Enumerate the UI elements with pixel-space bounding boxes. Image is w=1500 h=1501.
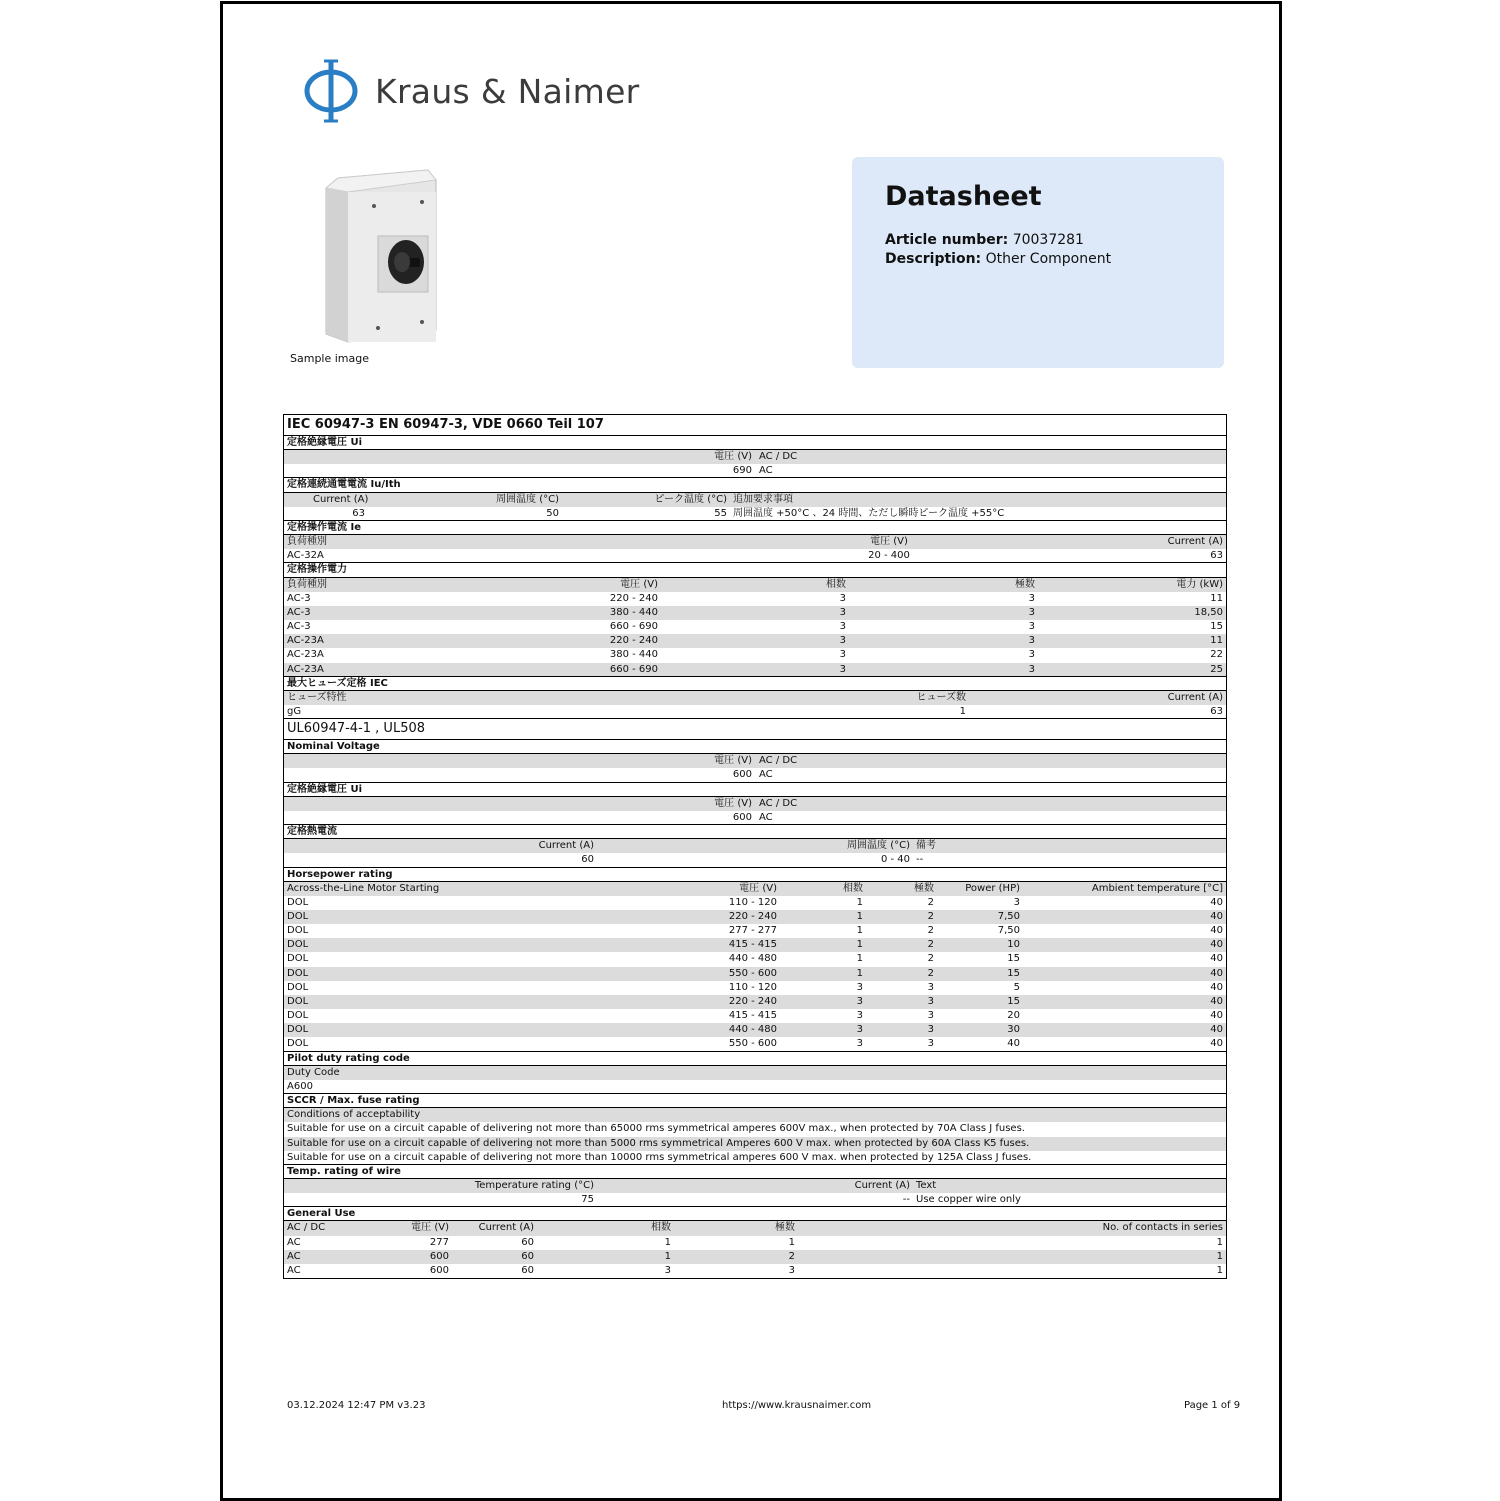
table-cell: 380 - 440 — [609, 606, 658, 618]
table-cell: Current (A) — [854, 1179, 910, 1191]
table-cell: DOL — [287, 896, 309, 908]
table-cell: 40 — [1210, 981, 1223, 993]
ul-general-rows — [284, 1236, 1226, 1278]
table-cell: 3 — [1013, 896, 1020, 908]
table-cell: 277 — [429, 1236, 449, 1248]
table-row — [284, 1250, 1226, 1264]
table-cell: 2 — [927, 911, 934, 922]
table-cell: Duty Code — [287, 1066, 340, 1078]
table-cell: DOL — [287, 925, 309, 937]
table-row — [284, 634, 1226, 648]
table-cell: DOL — [287, 981, 309, 993]
table-cell: 2 — [927, 939, 934, 951]
table-cell: 75 — [581, 1194, 594, 1206]
datasheet-title: Datasheet — [885, 181, 1042, 212]
table-cell: 3 — [839, 621, 846, 633]
table-cell: 1 — [788, 1236, 795, 1248]
table-cell: 2 — [788, 1250, 795, 1262]
table-cell: Suitable for use on a circuit capable of delivering not more than 65000 rms symmetrical amperes 600V max., when protected by 70A Class J fuses. — [287, 1123, 1025, 1135]
table-cell: 備考 — [916, 840, 936, 852]
table-cell: 2 — [927, 925, 934, 937]
table-row — [284, 535, 1226, 549]
table-cell: AC / DC — [759, 797, 798, 809]
table-row — [284, 1023, 1226, 1037]
section-title: Pilot duty rating code — [284, 1052, 1226, 1066]
table-cell: 11 — [1210, 635, 1223, 647]
table-cell: DOL — [287, 1024, 309, 1036]
table-row — [284, 754, 1226, 768]
table-row — [284, 1108, 1226, 1122]
table-cell: 380 - 440 — [609, 649, 658, 661]
table-cell: AC — [759, 811, 773, 823]
table-cell: 3 — [839, 592, 846, 604]
table-row — [284, 924, 1226, 938]
table-cell: 7,50 — [997, 911, 1020, 922]
table-cell: 1 — [1216, 1236, 1223, 1248]
table-row — [284, 1236, 1226, 1250]
table-cell: 15 — [1007, 995, 1020, 1007]
table-row — [284, 1151, 1226, 1165]
table-cell: 電圧 (V) — [739, 882, 777, 894]
table-row — [284, 493, 1226, 507]
table-cell: AC / DC — [759, 755, 798, 767]
table-cell: 60 — [521, 1236, 534, 1248]
table-cell: Suitable for use on a circuit capable of delivering not more than 10000 rms symmetrical amperes 600 V max. when protected by 125A Class J fuses. — [287, 1151, 1032, 1163]
table-row — [284, 606, 1226, 620]
table-cell: Power (HP) — [965, 882, 1020, 894]
table-row — [284, 981, 1226, 995]
table-cell: 25 — [1210, 663, 1223, 675]
table-cell: 40 — [1210, 939, 1223, 951]
table-cell: 1 — [1216, 1264, 1223, 1276]
table-row — [284, 882, 1226, 896]
table-cell: 1 — [664, 1236, 671, 1248]
table-cell: 3 — [927, 981, 934, 993]
table-cell: 1 — [856, 939, 863, 951]
table-cell: 3 — [856, 1010, 863, 1022]
table-row — [284, 995, 1226, 1009]
table-cell: AC-3 — [287, 606, 311, 618]
table-cell: 極数 — [914, 882, 934, 894]
table-cell: 電圧 (V) — [714, 797, 752, 809]
table-cell: AC — [759, 769, 773, 781]
table-row — [284, 1264, 1226, 1278]
table-cell: Text — [916, 1179, 937, 1191]
table-cell: AC-3 — [287, 621, 311, 633]
table-cell: 690 — [732, 465, 752, 477]
table-cell: -- — [916, 854, 924, 866]
table-cell: Current (A) — [478, 1222, 534, 1234]
table-cell: DOL — [287, 995, 309, 1007]
table-cell: DOL — [287, 1010, 309, 1022]
section-title: General Use — [284, 1207, 1226, 1221]
table-row — [284, 938, 1226, 952]
table-cell: 22 — [1210, 649, 1223, 661]
table-cell: 3 — [1028, 621, 1035, 633]
table-row — [284, 663, 1226, 677]
table-cell: 周囲温度 (°C) — [847, 840, 910, 852]
table-cell: 3 — [927, 1024, 934, 1036]
section-title: SCCR / Max. fuse rating — [284, 1094, 1226, 1108]
table-cell: 0 - 40 — [880, 854, 910, 866]
table-cell: Use copper wire only — [916, 1194, 1021, 1206]
table-cell: 660 - 690 — [609, 621, 658, 633]
table-cell: 2 — [927, 896, 934, 908]
table-cell: DOL — [287, 1038, 309, 1050]
table-cell: 60 — [581, 854, 594, 866]
article-number: Article number: 70037281 — [885, 232, 1084, 248]
table-cell: 相数 — [826, 578, 846, 590]
section-title: 定格熱電流 — [284, 825, 1226, 839]
table-row — [284, 620, 1226, 634]
table-row — [284, 1080, 1226, 1094]
table-row — [284, 450, 1226, 464]
iec-power-rows — [284, 592, 1226, 677]
table-cell: AC-23A — [287, 663, 324, 675]
table-cell: 220 - 240 — [609, 592, 658, 604]
table-cell: Conditions of acceptability — [287, 1109, 421, 1121]
table-cell: 50 — [546, 507, 559, 519]
table-cell: 7,50 — [997, 925, 1020, 937]
table-cell: 30 — [1007, 1024, 1020, 1036]
table-cell: 20 - 400 — [868, 550, 910, 562]
table-cell: 1 — [856, 896, 863, 908]
table-cell: 電圧 (V) — [411, 1222, 449, 1234]
table-row — [284, 1009, 1226, 1023]
table-row — [284, 507, 1226, 521]
table-row — [284, 705, 1226, 719]
table-row — [284, 896, 1226, 910]
table-row — [284, 578, 1226, 592]
table-cell: 3 — [839, 635, 846, 647]
table-row — [284, 592, 1226, 606]
table-cell: 電圧 (V) — [714, 755, 752, 767]
table-cell: 1 — [959, 705, 966, 717]
table-cell: 3 — [927, 1010, 934, 1022]
table-cell: 415 - 415 — [728, 1010, 777, 1022]
section-title: Temp. rating of wire — [284, 1165, 1226, 1179]
footer-page-number: Page 1 of 9 — [1184, 1400, 1241, 1411]
image-caption: Sample image — [290, 352, 370, 365]
table-cell: 電圧 (V) — [714, 451, 752, 463]
table-cell: 660 - 690 — [609, 663, 658, 675]
table-cell: 40 — [1210, 953, 1223, 965]
table-cell: 3 — [927, 1038, 934, 1050]
table-row — [284, 910, 1226, 924]
table-cell: 追加要求事項 — [733, 493, 793, 505]
table-cell: 220 - 240 — [609, 635, 658, 647]
table-row — [284, 1137, 1226, 1151]
table-row — [284, 1179, 1226, 1193]
table-row — [284, 811, 1226, 825]
table-cell: Current (A) — [1167, 691, 1223, 703]
table-cell: 40 — [1210, 995, 1223, 1007]
section-title: Horsepower rating — [284, 868, 1226, 882]
table-cell: AC-23A — [287, 649, 324, 661]
table-row — [284, 464, 1226, 478]
footer-website-link[interactable]: https://www.krausnaimer.com — [722, 1400, 872, 1411]
section-title: 定格絶縁電圧 Ui — [284, 783, 1226, 797]
table-cell: 10 — [1007, 939, 1020, 951]
footer-timestamp: 03.12.2024 12:47 PM v3.23 — [287, 1400, 426, 1411]
ul-hp-rows — [284, 896, 1226, 1052]
table-cell: 220 - 240 — [728, 995, 777, 1007]
table-row — [284, 1066, 1226, 1080]
table-cell: Suitable for use on a circuit capable of delivering not more than 5000 rms symmetrical Amperes 600 V max. when protected by 60A Class K5 fuses. — [287, 1137, 1030, 1149]
section-title: 定格絶縁電圧 Ui — [284, 436, 1226, 450]
table-cell: 55 — [714, 507, 727, 519]
table-cell: 415 - 415 — [728, 939, 777, 951]
table-cell: 600 — [429, 1250, 449, 1262]
table-cell: 3 — [856, 995, 863, 1007]
table-cell: 3 — [1028, 663, 1035, 675]
table-cell: AC — [759, 465, 773, 477]
table-cell: 3 — [1028, 649, 1035, 661]
table-cell: Across-the-Line Motor Starting — [287, 882, 440, 894]
table-cell: 3 — [788, 1264, 795, 1276]
table-cell: AC / DC — [287, 1222, 326, 1234]
section-title: 定格操作電力 — [284, 563, 1226, 577]
table-cell: 電圧 (V) — [620, 578, 658, 590]
description: Description: Other Component — [885, 251, 1112, 267]
iec-standard-title: IEC 60947-3 EN 60947-3, VDE 0660 Teil 107 — [284, 415, 1226, 436]
table-cell: DOL — [287, 967, 309, 979]
table-cell: DOL — [287, 953, 309, 965]
table-cell: 15 — [1007, 953, 1020, 965]
table-cell: Current (A) — [538, 840, 594, 852]
table-cell: 600 — [732, 769, 752, 781]
table-cell: 1 — [856, 925, 863, 937]
table-cell: 極数 — [775, 1222, 795, 1234]
table-row — [284, 952, 1226, 966]
table-cell: 3 — [1028, 635, 1035, 647]
table-cell: 600 — [429, 1264, 449, 1276]
table-cell: 3 — [856, 981, 863, 993]
table-cell: AC-3 — [287, 592, 311, 604]
table-cell: 60 — [521, 1250, 534, 1262]
table-cell: 3 — [927, 995, 934, 1007]
table-cell: 3 — [664, 1264, 671, 1276]
table-cell: AC / DC — [759, 451, 798, 463]
table-cell: 110 - 120 — [728, 981, 777, 993]
table-cell: AC — [287, 1236, 301, 1248]
table-row — [284, 1193, 1226, 1207]
table-cell: 15 — [1210, 621, 1223, 633]
table-cell: ピーク温度 (°C) — [654, 493, 727, 505]
table-cell: 40 — [1210, 896, 1223, 908]
table-cell: 40 — [1210, 911, 1223, 922]
table-row — [284, 967, 1226, 981]
table-row — [284, 1037, 1226, 1051]
table-cell: Current (A) — [1167, 536, 1223, 548]
table-cell: 11 — [1210, 592, 1223, 604]
table-cell: 277 - 277 — [728, 925, 777, 937]
table-cell: 周囲温度 +50°C 、24 時間、ただし瞬時ピーク温度 +55°C — [733, 507, 1005, 519]
section-title: 定格連続通電電流 Iu/Ith — [284, 478, 1226, 492]
table-cell: AC — [287, 1264, 301, 1276]
table-cell: AC-32A — [287, 550, 324, 562]
table-cell: DOL — [287, 939, 309, 951]
table-cell: 3 — [839, 649, 846, 661]
table-cell: 3 — [1028, 592, 1035, 604]
table-cell: 2 — [927, 967, 934, 979]
table-cell: 1 — [856, 967, 863, 979]
table-cell: A600 — [287, 1080, 313, 1092]
table-cell: 18,50 — [1194, 606, 1223, 618]
table-cell: 極数 — [1015, 578, 1035, 590]
table-cell: 相数 — [843, 882, 863, 894]
table-row — [284, 797, 1226, 811]
brand-name: Kraus & Naimer — [375, 72, 640, 111]
table-cell: 3 — [856, 1024, 863, 1036]
table-row — [284, 691, 1226, 705]
table-cell: gG — [287, 705, 302, 717]
table-row — [284, 768, 1226, 782]
table-cell: ヒューズ特性 — [287, 691, 347, 703]
table-cell: AC-23A — [287, 635, 324, 647]
table-row — [284, 1122, 1226, 1136]
table-cell: Temperature rating (°C) — [474, 1179, 594, 1191]
table-cell: 15 — [1007, 967, 1020, 979]
table-cell: 440 - 480 — [728, 1024, 777, 1036]
table-cell: 60 — [521, 1264, 534, 1276]
table-cell: ヒューズ数 — [916, 691, 966, 703]
table-cell: 周囲温度 (°C) — [496, 493, 559, 505]
table-cell: 40 — [1210, 925, 1223, 937]
table-cell: 2 — [927, 953, 934, 965]
table-cell: 負荷種別 — [287, 578, 327, 590]
table-cell: 440 - 480 — [728, 953, 777, 965]
table-cell: AC — [287, 1250, 301, 1262]
section-title: Nominal Voltage — [284, 740, 1226, 754]
table-cell: 3 — [839, 663, 846, 675]
table-cell: 電圧 (V) — [870, 536, 908, 548]
table-row — [284, 839, 1226, 853]
table-cell: 40 — [1210, 1024, 1223, 1036]
product-image — [318, 158, 446, 350]
table-cell: Current (A) — [313, 493, 369, 505]
table-cell: 電力 (kW) — [1176, 578, 1223, 590]
table-cell: 600 — [732, 811, 752, 823]
table-cell: 5 — [1013, 981, 1020, 993]
table-cell: 63 — [352, 507, 365, 519]
section-title: 定格操作電流 Ie — [284, 521, 1226, 535]
table-row — [284, 853, 1226, 867]
table-cell: -- — [902, 1194, 910, 1206]
table-cell: 1 — [856, 953, 863, 965]
table-cell: 1 — [1216, 1250, 1223, 1262]
datasheet-panel — [852, 157, 1224, 368]
table-cell: 1 — [856, 911, 863, 922]
table-cell: 20 — [1007, 1010, 1020, 1022]
table-cell: No. of contacts in series — [1102, 1222, 1223, 1234]
table-cell: 40 — [1007, 1038, 1020, 1050]
table-cell: 40 — [1210, 1010, 1223, 1022]
table-cell: 負荷種別 — [287, 536, 327, 548]
table-cell: 110 - 120 — [728, 896, 777, 908]
table-cell: 220 - 240 — [728, 911, 777, 922]
table-cell: 63 — [1210, 705, 1223, 717]
table-cell: 40 — [1210, 967, 1223, 979]
table-cell: 相数 — [651, 1222, 671, 1234]
table-row — [284, 648, 1226, 662]
table-row — [284, 549, 1226, 563]
table-cell: 550 - 600 — [728, 1038, 777, 1050]
table-cell: DOL — [287, 911, 309, 922]
table-cell: 3 — [839, 606, 846, 618]
ul-standard-title: UL60947-4-1 , UL508 — [284, 719, 1226, 740]
spec-table — [283, 414, 1227, 1279]
table-cell: 63 — [1210, 550, 1223, 562]
table-cell: 1 — [664, 1250, 671, 1262]
table-cell: 40 — [1210, 1038, 1223, 1050]
table-cell: 3 — [856, 1038, 863, 1050]
section-title: 最大ヒューズ定格 IEC — [284, 677, 1226, 691]
table-cell: 550 - 600 — [728, 967, 777, 979]
table-row — [284, 1221, 1226, 1235]
table-cell: 3 — [1028, 606, 1035, 618]
table-cell: Ambient temperature [°C] — [1091, 882, 1223, 894]
